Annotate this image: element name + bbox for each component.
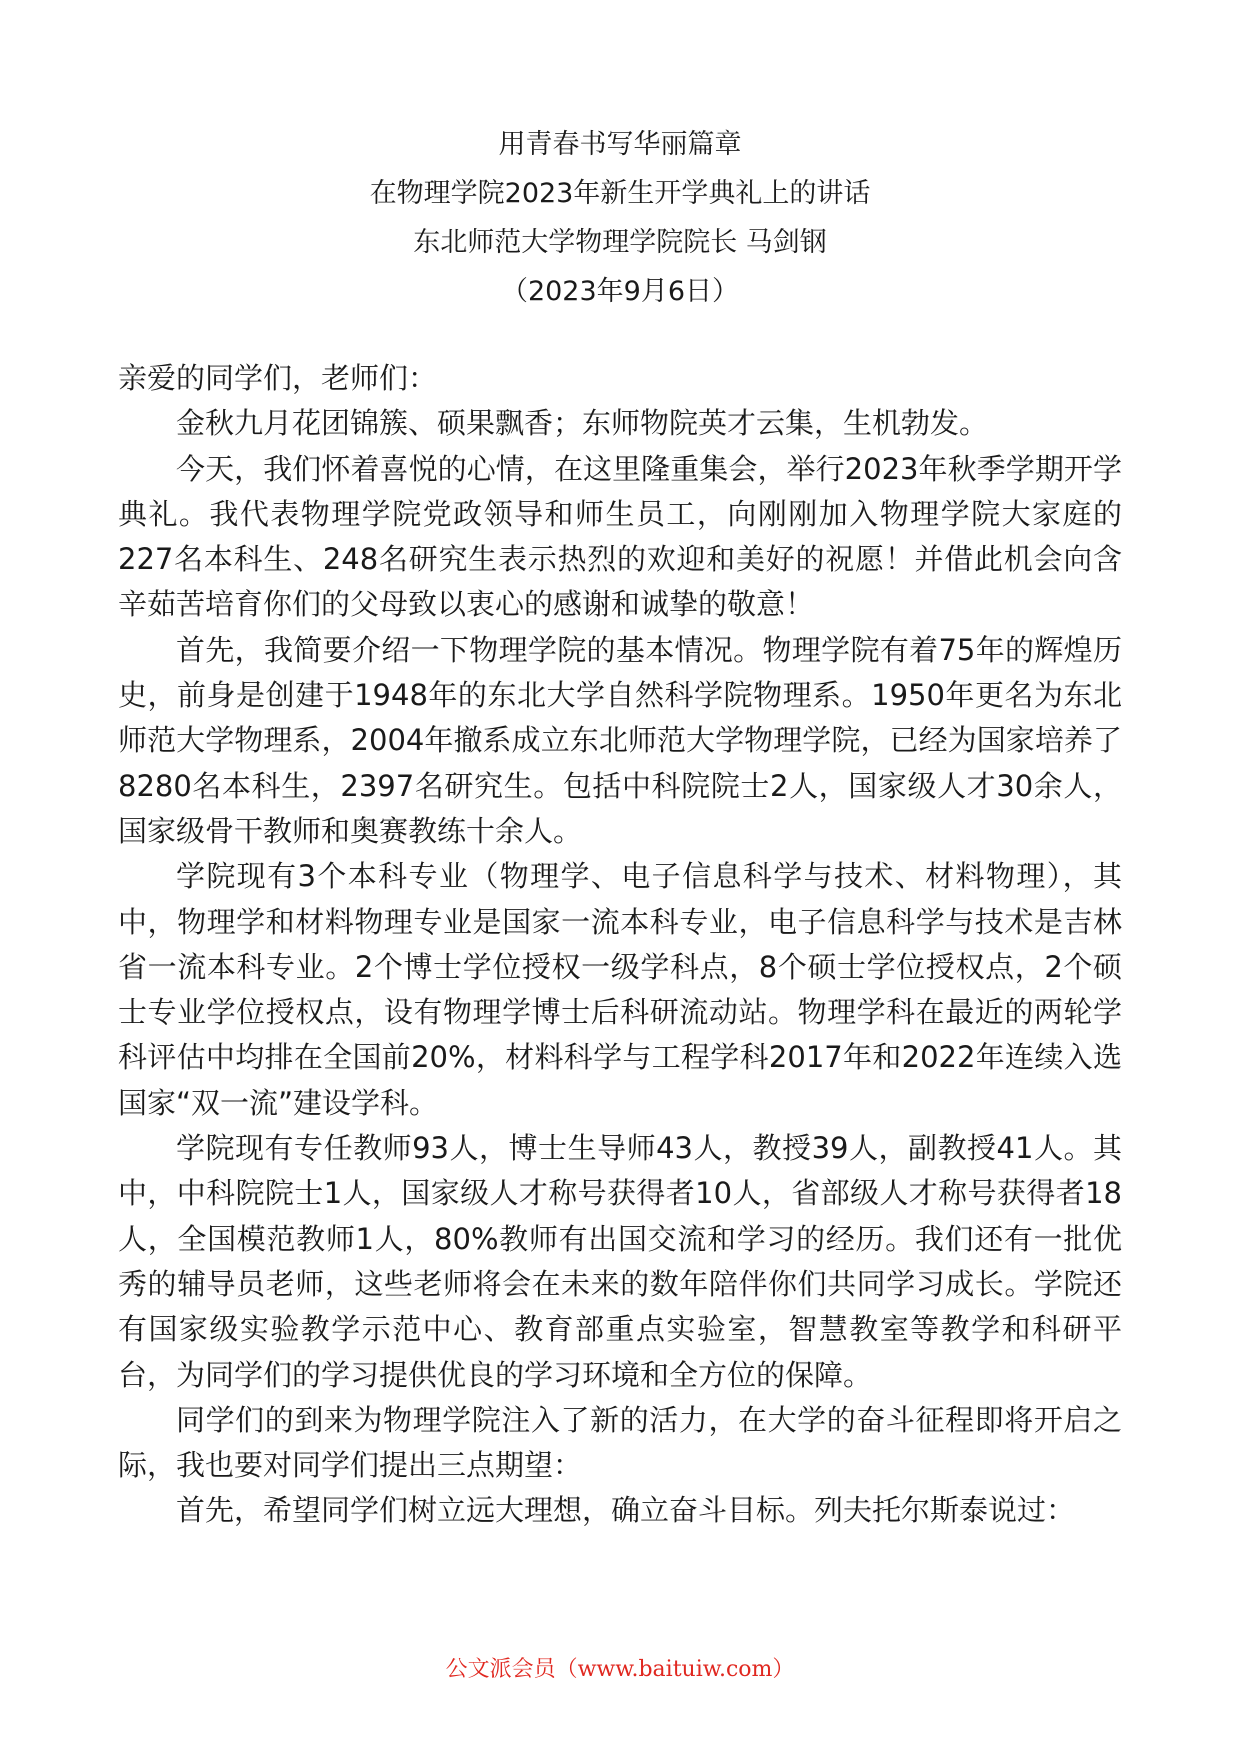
speech-subtitle: 在物理学院2023年新生开学典礼上的讲话 <box>369 178 871 209</box>
paragraph-faculty: 学院现有专任教师93人，博士生导师43人，教授39人，副教授41人。其中，中科院院士1人，国家级人才称号获得者10人，省部级人才称号获得者18人，全国模范教师1人，80%教师有出国交流和学习的经历。我们还有一批优秀的辅导员老师，这些老师将会在未来的数年陪伴你们共同学习成长。学院还有国家级实验教学示范中心、教育部重点实验室，智慧教室等教学和科研平台，为同学们的学习提供优良的学习环境和全方位的保障。 <box>118 1131 1122 1392</box>
footer-watermark: 公文派会员（www.baituiw.com） <box>445 1657 795 1682</box>
paragraph-opening: 金秋九月花团锦簇、硕果飘香；东师物院英才云集，生机勃发。 <box>176 406 989 441</box>
paragraph-first-expectation: 首先，希望同学们树立远大理想，确立奋斗目标。列夫托尔斯泰说过： <box>176 1493 1076 1528</box>
speaker-line: 东北师范大学物理学院院长 马剑钢 <box>413 227 827 258</box>
paragraph-welcome: 今天，我们怀着喜悦的心情，在这里隆重集会，举行2023年秋季学期开学典礼。我代表物理学院党政领导和师生员工，向刚刚加入物理学院大家庭的227名本科生、248名研究生表示热烈的欢迎和美好的祝愿！并借此机会向含辛茹苦培育你们的父母致以衷心的感谢和诚挚的敬意！ <box>118 451 1122 622</box>
speech-date: （2023年9月6日） <box>500 276 740 307</box>
speech-title: 用青春书写华丽篇章 <box>498 129 742 160</box>
paragraph-expectations-intro: 同学们的到来为物理学院注入了新的活力，在大学的奋斗征程即将开启之际，我也要对同学们提出三点期望： <box>118 1402 1122 1483</box>
speech-body <box>118 356 1122 1534</box>
paragraph-history: 首先，我简要介绍一下物理学院的基本情况。物理学院有着75年的辉煌历史，前身是创建于1948年的东北大学自然科学院物理系。1950年更名为东北师范大学物理系，2004年撤系成立东北师范大学物理学院，已经为国家培养了8280名本科生，2397名研究生。包括中科院院士2人，国家级人才30余人，国家级骨干教师和奥赛教练十余人。 <box>118 632 1122 848</box>
document-header <box>0 120 1240 316</box>
paragraph-programs: 学院现有3个本科专业（物理学、电子信息科学与技术、材料物理），其中，物理学和材料物理专业是国家一流本科专业，电子信息科学与技术是吉林省一流本科专业。2个博士学位授权一级学科点，8个硕士学位授权点，2个硕士专业学位授权点，设有物理学博士后科研流动站。物理学科在最近的两轮学科评估中均排在全国前20%，材料科学与工程学科2017年和2022年连续入选国家“双一流”建设学科。 <box>118 859 1122 1120</box>
salutation: 亲爱的同学们，老师们： <box>118 361 438 395</box>
